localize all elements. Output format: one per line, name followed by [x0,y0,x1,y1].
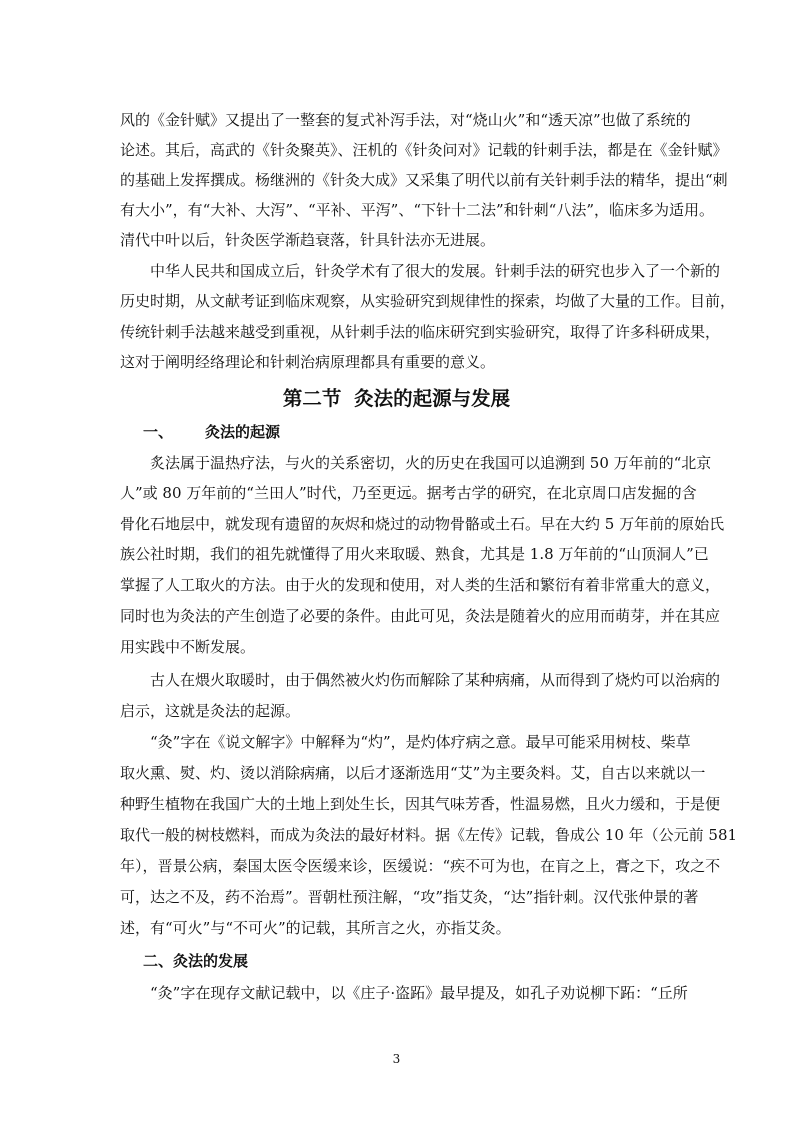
paragraph-line: 启示，这就是灸法的起源。 [120,702,301,720]
paragraph-line: 传统针刺手法越来越受到重视，从针刺手法的临床研究到实验研究，取得了许多科研成果， [120,323,721,341]
paragraph-line: 用实践中不断发展。 [120,638,256,656]
paragraph-line: 骨化石地层中，就发现有遗留的灰烬和烧过的动物骨骼或土石。早在大约 5 万年前的原始氏 [120,515,725,533]
subsection-title: 灸法的起源 [205,423,281,441]
paragraph-line: 族公社时期，我们的祖先就懂得了用火来取暖、熟食，尤其是 1.8 万年前的“山顶洞人”已 [120,545,709,563]
paragraph-line: 可，达之不及，药不治焉”。晋朝杜预注解，“攻”指艾灸，“达”指针刺。汉代张仲景的著 [120,888,699,906]
paragraph-line: “灸”字在《说文解字》中解释为“灼”，是灼体疗病之意。最早可能采用树枝、柴草 [150,733,691,751]
paragraph-line: 取代一般的树枝燃料，而成为灸法的最好材料。据《左传》记载，鲁成公 10 年（公元前 581 [120,826,738,844]
paragraph-line: 同时也为灸法的产生创造了必要的条件。由此可见，灸法是随着火的应用而萌芽，并在其应 [120,607,721,625]
paragraph-line: 掌握了人工取火的方法。由于火的发现和使用，对人类的生活和繁衍有着非常重大的意义， [120,576,721,594]
paragraph-line: 中华人民共和国成立后，针灸学术有了很大的发展。针刺手法的研究也步入了一个新的 [150,262,721,280]
paragraph-line: “灸”字在现存文献记载中，以《庄子·盗跖》最早提及，如孔子劝说柳下跖：“丘所 [150,984,688,1002]
paragraph-line: 古人在煨火取暖时，由于偶然被火灼伤而解除了某种病痛，从而得到了烧灼可以治病的 [150,671,721,689]
paragraph-line: 论述。其后，高武的《针灸聚英》、汪机的《针灸问对》记载的针刺手法，都是在《金针赋》 [120,141,728,159]
paragraph-line: 炙法属于温热疗法，与火的关系密切，火的历史在我国可以追溯到 50 万年前的“北京 [150,454,712,472]
paragraph-line: 取火熏、熨、灼、烫以消除病痛，以后才逐渐选用“艾”为主要灸料。艾，自古以来就以一 [120,764,706,782]
paragraph-line: 述，有“可火”与“不可火”的记载，其所言之火，亦指艾灸。 [120,919,511,937]
paragraph-line: 风的《金针赋》又提出了一整套的复式补泻手法，对“烧山火”和“透天凉”也做了系统的 [120,111,691,129]
paragraph-line: 的基础上发挥撰成。杨继洲的《针灸大成》又采集了明代以前有关针刺手法的精华，提出“刺 [120,171,728,189]
paragraph-line: 种野生植物在我国广大的土地上到处生长，因其气味芳香，性温易燃，且火力缓和，于是便 [120,795,721,813]
paragraph-line: 年），晋景公病，秦国太医令医缓来诊，医缓说：“疾不可为也，在肓之上，膏之下，攻之不 [120,857,721,875]
page-number: 3 [392,1052,401,1066]
subsection-title: 二、灸法的发展 [143,952,249,970]
paragraph-line: 清代中叶以后，针灸医学渐趋衰落，针具针法亦无进展。 [120,231,496,249]
section-title: 第二节 灸法的起源与发展 [282,387,511,410]
subsection-number: 一、 [143,423,174,441]
paragraph-line: 这对于阐明经络理论和针刺治病原理都具有重要的意义。 [120,353,496,371]
paragraph-line: 有大小”，有“大补、大泻”、“平补、平泻”、“下针十二法”和针刺“八法”，临床多为适用。 [120,201,715,219]
paragraph-line: 历史时期，从文献考证到临床观察，从实验研究到规律性的探索，均做了大量的工作。目前， [120,292,736,310]
paragraph-line: 人”或 80 万年前的“兰田人”时代，乃至更远。据考古学的研究，在北京周口店发掘的含 [120,484,697,502]
